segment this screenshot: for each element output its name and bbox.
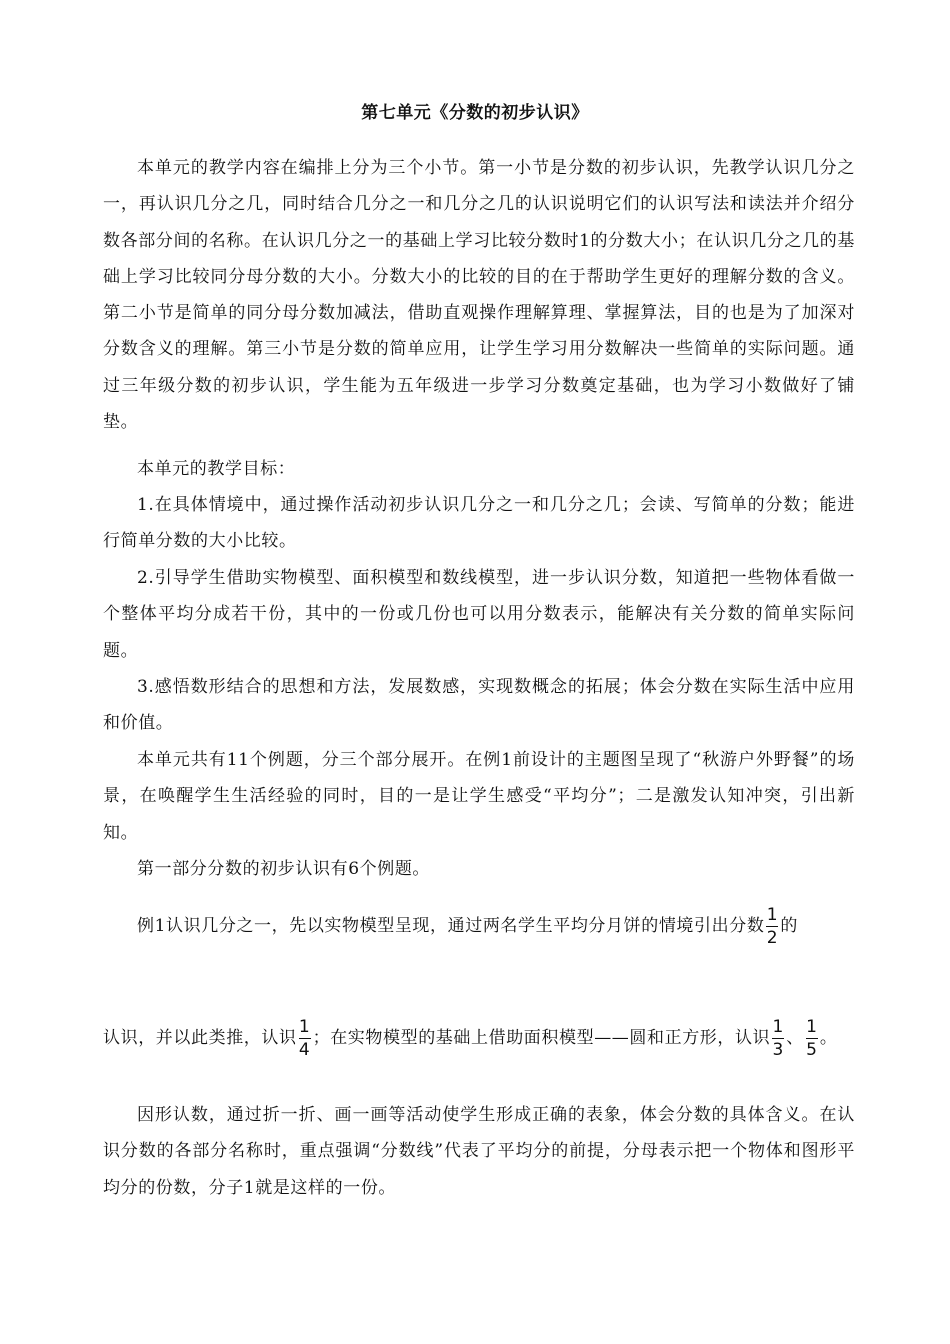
fraction-half xyxy=(766,905,778,948)
example1-tail: 的 xyxy=(780,916,799,936)
fraction-numerator: 1 xyxy=(772,1017,784,1037)
fraction-bar xyxy=(766,926,778,927)
fraction-third xyxy=(772,1017,784,1060)
fraction-fifth xyxy=(806,1017,818,1060)
fraction-quarter xyxy=(299,1017,311,1060)
fraction-numerator: 1 xyxy=(806,1017,818,1037)
goals-heading: 本单元的教学目标： xyxy=(137,459,296,479)
example1-continued-line xyxy=(103,1017,837,1060)
continued-text-b: ；在实物模型的基础上借助面积模型——圆和正方形，认识 xyxy=(312,1028,771,1048)
fraction-bar xyxy=(806,1038,818,1039)
fraction-denominator: 3 xyxy=(772,1040,784,1060)
part1-paragraph: 第一部分分数的初步认识有6个例题。 xyxy=(137,859,431,879)
fraction-denominator: 4 xyxy=(298,1040,311,1060)
continued-text-a: 认识，并以此类推，认识 xyxy=(103,1028,297,1048)
fraction-numerator: 1 xyxy=(298,1017,311,1037)
fraction-bar xyxy=(772,1038,784,1039)
fraction-numerator: 1 xyxy=(766,905,779,925)
continued-text-c: 、 xyxy=(786,1028,804,1048)
example1-text: 例1认识几分之一，先以实物模型呈现，通过两名学生平均分月饼的情境引出分数 xyxy=(137,916,765,936)
examples-paragraph: 本单元共有11个例题，分三个部分展开。在例1前设计的主题图呈现了“秋游户外野餐”的场景，在唤醒学生生活经验的同时，目的一是让学生感受“平均分”；二是激发认知冲突，引出新知。 xyxy=(103,750,855,843)
fraction-bar xyxy=(299,1038,311,1039)
fraction-denominator: 5 xyxy=(806,1040,818,1060)
example1-line xyxy=(137,905,798,948)
goal-1: 1.在具体情境中，通过操作活动初步认识几分之一和几分之几；会读、写简单的分数；能进行简单分数的大小比较。 xyxy=(103,495,855,552)
goal-3: 3.感悟数形结合的思想和方法，发展数感，实现数概念的拓展；体会分数在实际生活中应用和价值。 xyxy=(103,677,855,734)
fraction-denominator: 2 xyxy=(766,928,779,948)
goal-2: 2.引导学生借助实物模型、面积模型和数线模型，进一步认识分数，知道把一些物体看做一个整体平均分成若干份，其中的一份或几份也可以用分数表示，能解决有关分数的简单实际问题。 xyxy=(103,568,855,661)
page-title: 第七单元《分数的初步认识》 xyxy=(361,103,589,123)
continued-text-d: 。 xyxy=(819,1028,838,1048)
intro-paragraph: 本单元的教学内容在编排上分为三个小节。第一小节是分数的初步认识，先教学认识几分之一，再认识几分之几，同时结合几分之一和几分之几的认识说明它们的认识写法和读法并介绍分数各部分间的名称。在认识几分之一的基础上学习比较分数时1的分数大小；在认识几分之几的基础上学习比较同分母分数的大小。分数大小的比较的目的在于帮助学生更好的理解分数的含义。第二小节是简单的同分母分数加减法，借助直观操作理解算理、掌握算法，目的也是为了加深对分数含义的理解。第三小节是分数的简单应用，让学生学习用分数解决一些简单的实际问题。通过三年级分数的初步认识，学生能为五年级进一步学习分数奠定基础，也为学习小数做好了铺垫。 xyxy=(103,158,855,433)
closing-paragraph: 因形认数，通过折一折、画一画等活动使学生形成正确的表象，体会分数的具体含义。在认识分数的各部分名称时，重点强调“分数线”代表了平均分的前提，分母表示把一个物体和图形平均分的份数，分子1就是这样的一份。 xyxy=(103,1105,855,1198)
